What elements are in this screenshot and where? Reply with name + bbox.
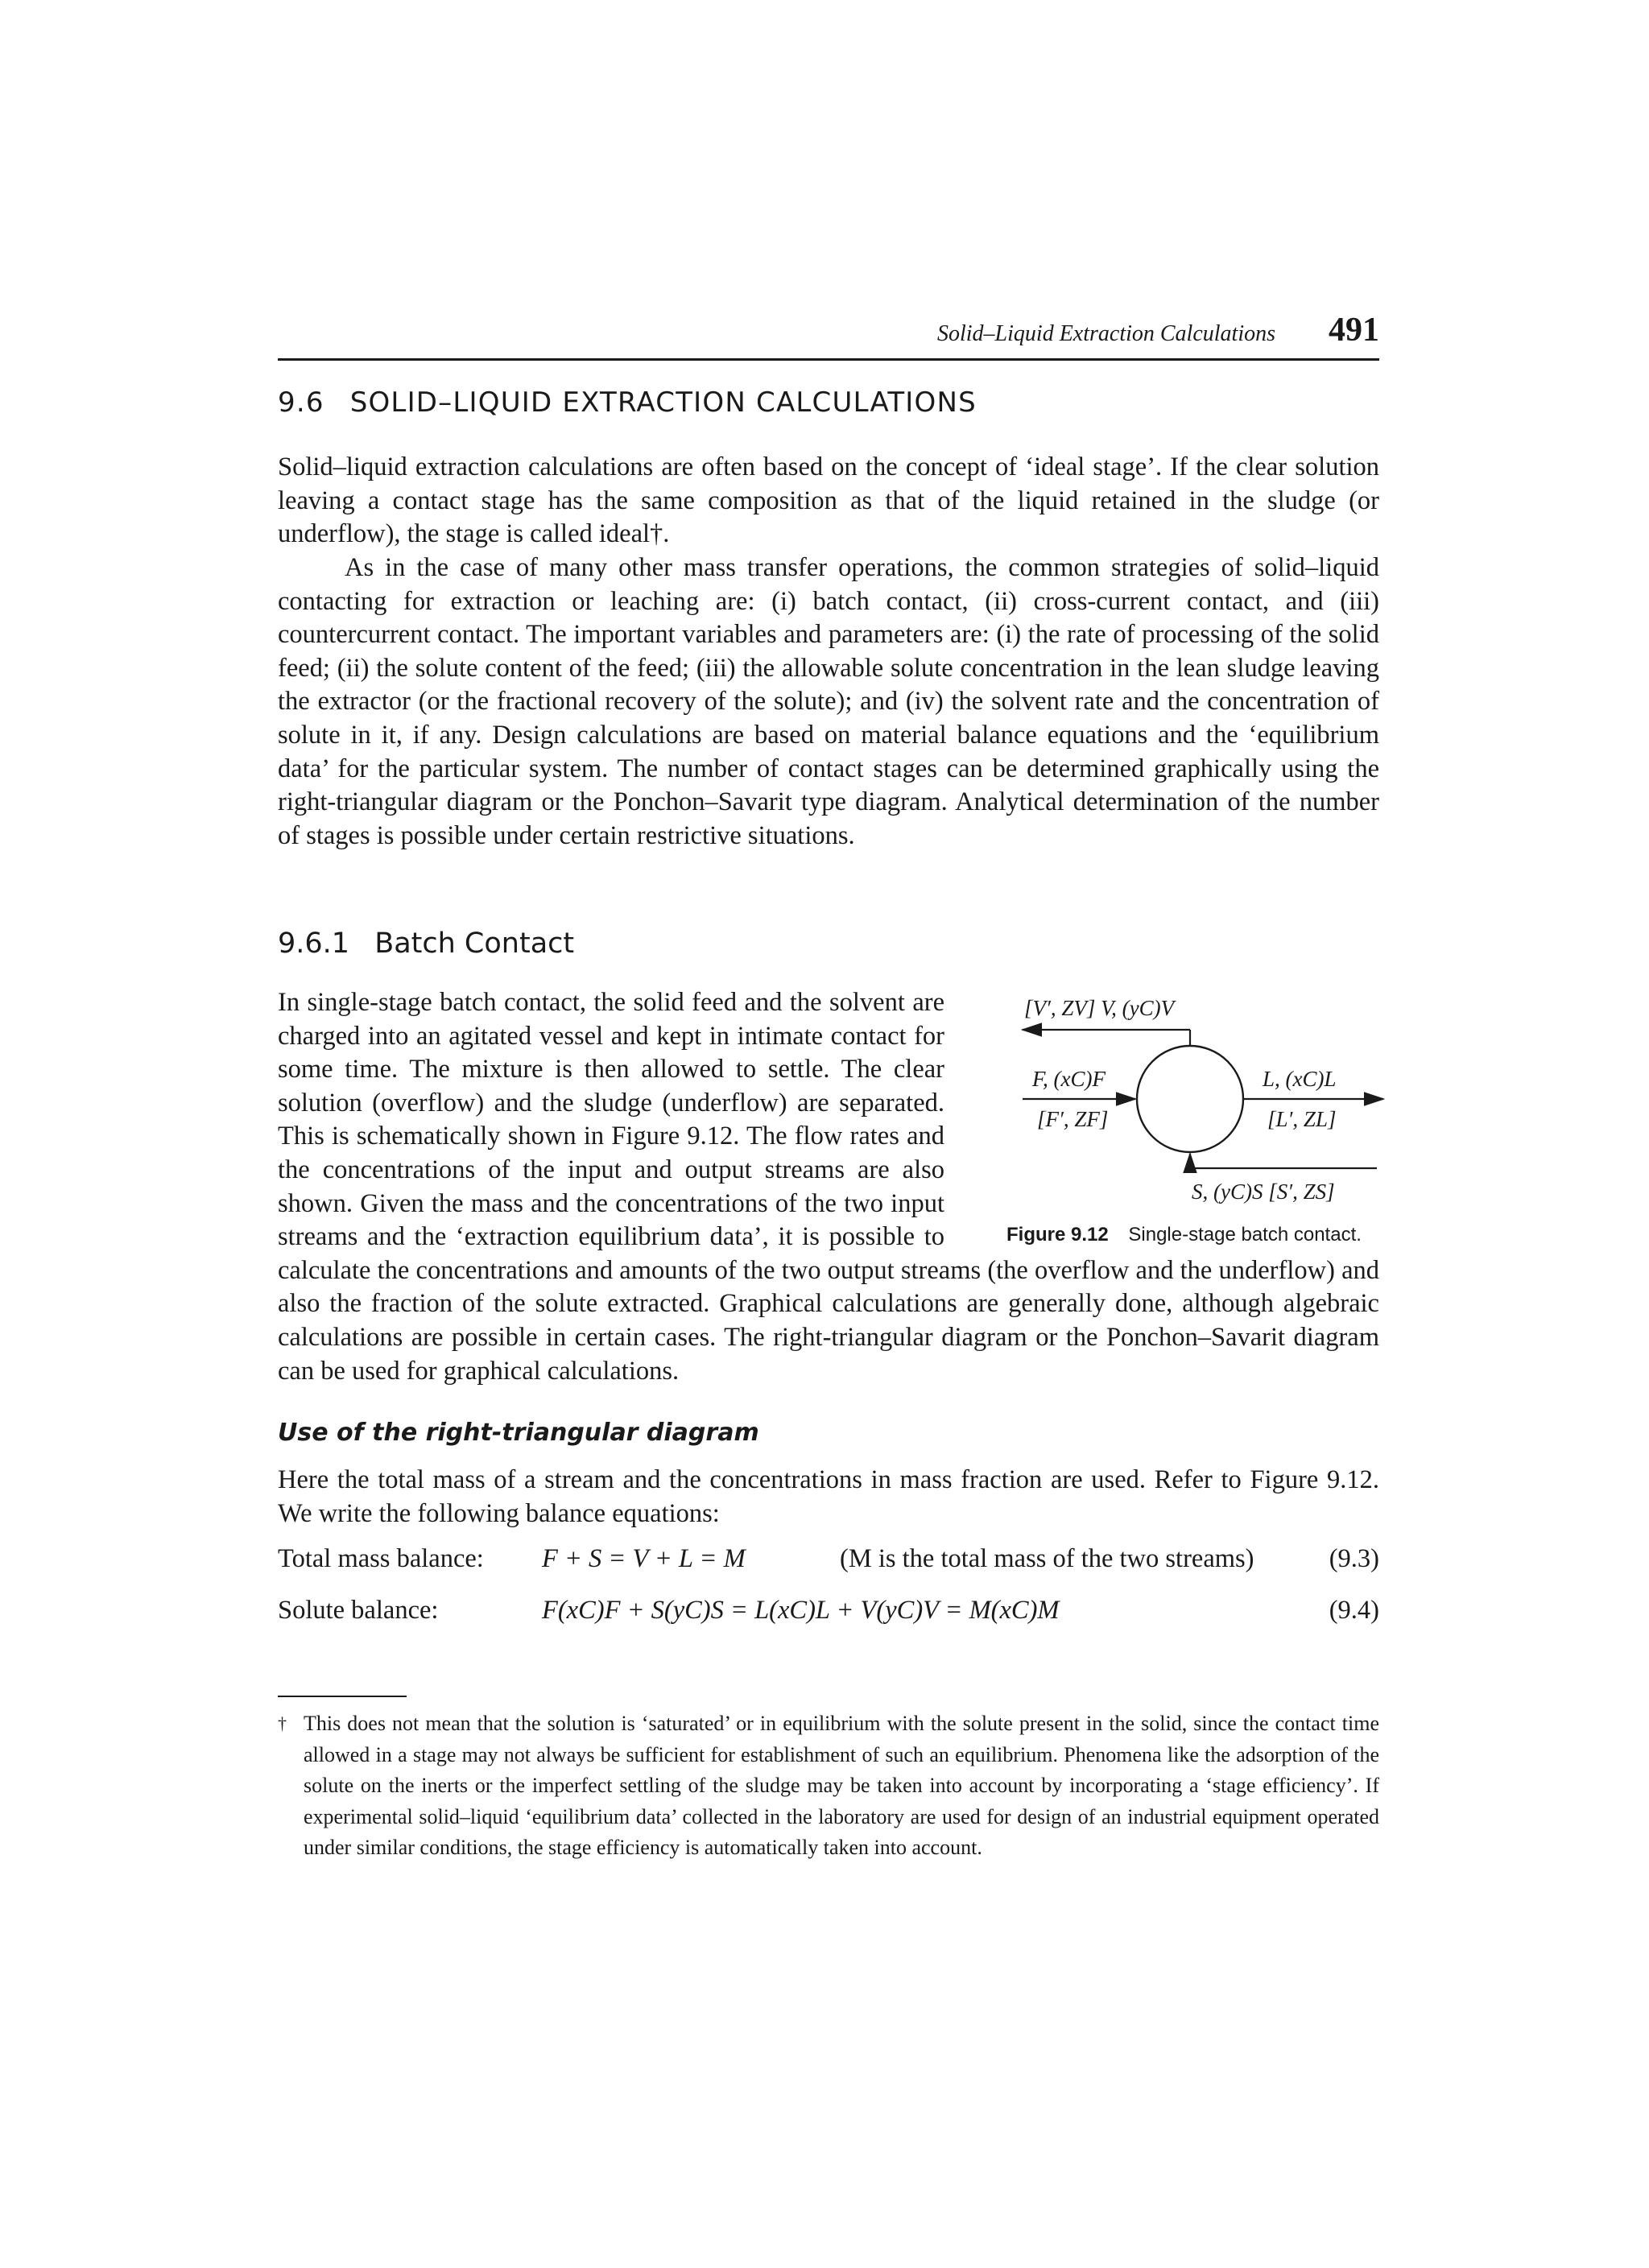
figure-caption (1006, 1224, 1362, 1246)
subsection-heading (278, 927, 574, 960)
section-number: 9.6 (278, 386, 324, 419)
section-paragraph-1: Solid–liquid extraction calculations are often based on the concept of ‘ideal stage’. If the clear solution leaving a contact stage has the same composition as that of the liquid retained in the sludge (or underflow), the stage is called ideal†. (278, 452, 1379, 549)
equation-label: Total mass balance: (278, 1544, 484, 1573)
footnote-rule (278, 1696, 407, 1697)
running-title: Solid–Liquid Extraction Calculations (937, 321, 1275, 346)
section-title: SOLID–LIQUID EXTRACTION CALCULATIONS (349, 386, 977, 419)
feed-label: F, (xC)F (1032, 1067, 1106, 1091)
equation-label: Solute balance: (278, 1596, 439, 1625)
footnote-marker: † (278, 1713, 287, 1733)
figure-9-12-diagram (974, 978, 1393, 1252)
subsection-number: 9.6.1 (278, 927, 350, 960)
right-triangular-heading: Use of the right-triangular diagram (278, 1419, 759, 1447)
solvent-label: S, (yC)S [S′, ZS] (1192, 1179, 1335, 1204)
footnote (278, 1708, 1379, 1864)
underflow-bracket-label: [L′, ZL] (1267, 1107, 1337, 1131)
equation-row (278, 1544, 1379, 1578)
header-rule (278, 358, 1379, 361)
equation-number: (9.4) (1329, 1596, 1379, 1625)
feed-bracket-label: [F′, ZF] (1037, 1107, 1109, 1131)
stage-circle (1137, 1046, 1243, 1152)
subsection-title: Batch Contact (374, 927, 575, 960)
equation-expression: F + S = V + L = M (542, 1544, 746, 1573)
batch-contact-paragraph: In single-stage batch contact, the solid feed and the solvent are charged into an agitated vessel and kept in intimate contact for some time. The mixture is then allowed to settle. The clear solution (overflow) and the sludge (underflow) are separated. This is schematically shown in Figure 9.12. The flow rates and the concentrations of the input and output streams are also shown. Given the mass and the concentrations of the two input streams and the ‘extraction equilibrium data’, it is possible to calculate the concentrations and amounts of the two output streams (the overflow and the underflow) and also the fraction of the solute extracted. Graphical calculations are generally done, although algebraic calculations are possible in certain cases. The right-triangular diagram or the Ponchon–Savarit diagram can be used for graphical calculations. (278, 988, 1379, 1386)
equation-row (278, 1596, 1379, 1630)
figure-number: Figure 9.12 (1006, 1224, 1109, 1246)
right-triangular-paragraph: Here the total mass of a stream and the concentrations in mass fraction are used. Refer to Figure 9.12. We write the following balance equations: (278, 1465, 1379, 1528)
page-number: 491 (1329, 312, 1379, 349)
equation-number: (9.3) (1329, 1544, 1379, 1573)
section-heading (278, 386, 977, 419)
running-header (278, 311, 1379, 349)
section-paragraph-2: As in the case of many other mass transfer operations, the common strategies of solid–liquid contacting for extraction or leaching are: (i) batch contact, (ii) cross-current contact, and (iii) countercurrent contact. The important variables and parameters are: (i) the rate of processing of the solid feed; (ii) the solute content of the feed; (iii) the allowable solute concentration in the lean sludge leaving the extractor (or the fractional recovery of the solute); and (iv) the solvent rate and the concentration of solute in it, if any. Design calculations are based on material balance equations and the ‘equilibrium data’ for the particular system. The number of contact stages can be determined graphically using the right-triangular diagram or the Ponchon–Savarit type diagram. Analytical determination of the number of stages is possible under certain restrictive situations. (278, 553, 1379, 850)
footnote-text: This does not mean that the solution is ‘saturated’ or in equilibrium with the solute present in the solid, since the contact time allowed in a stage may not always be sufficient for establishment of such an equilibrium. Phenomena like the adsorption of the solute on the inerts or the imperfect settling of the sludge may be taken into account by incorporating a ‘stage efficiency’. If experimental solid–liquid ‘equilibrium data’ collected in the laboratory are used for design of an industrial equipment operated under similar conditions, the stage efficiency is automatically taken into account. (304, 1712, 1379, 1859)
overflow-label: [V′, ZV] V, (yC)V (1024, 996, 1175, 1020)
equation-expression: F(xC)F + S(yC)S = L(xC)L + V(yC)V = M(xC)M (542, 1596, 1060, 1625)
figure-caption-text: Single-stage batch contact. (1128, 1224, 1362, 1246)
equation-note: (M is the total mass of the two streams) (840, 1544, 1254, 1573)
underflow-label: L, (xC)L (1263, 1067, 1337, 1091)
